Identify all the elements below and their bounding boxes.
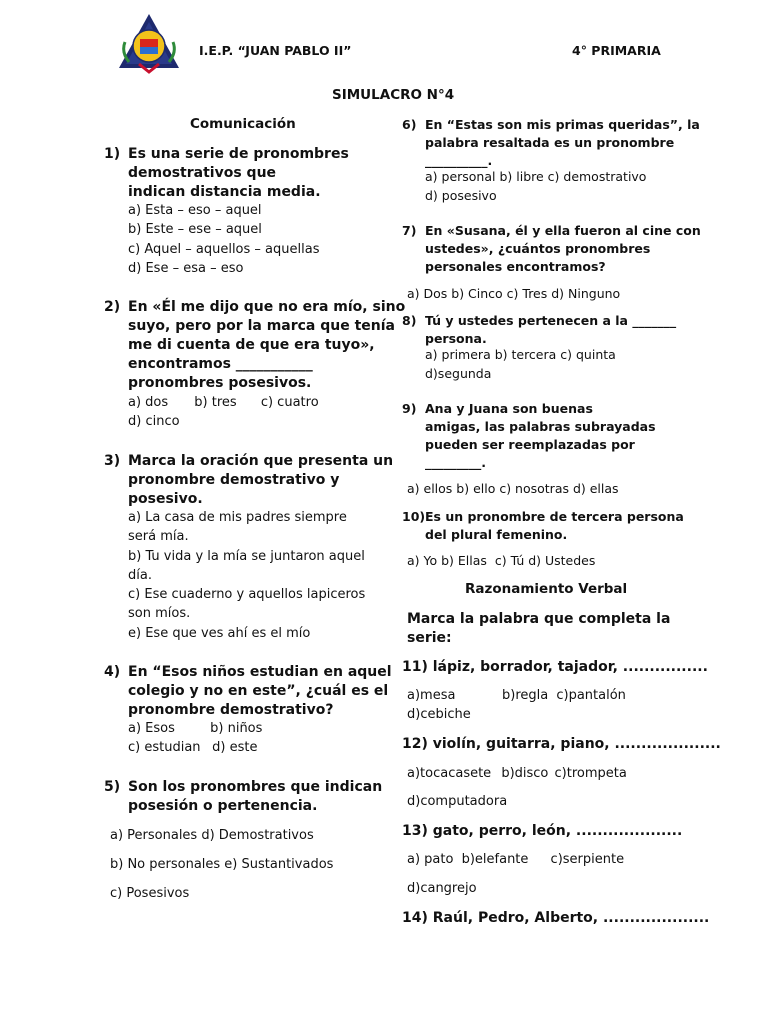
page-title: SIMULACRO N°4 bbox=[332, 87, 455, 103]
question-4-options bbox=[128, 719, 262, 758]
option[interactable]: a)mesa bbox=[407, 688, 456, 703]
question-1-options bbox=[128, 201, 319, 278]
question-8-number: 8) bbox=[402, 313, 417, 328]
option[interactable]: a)tocacasete bbox=[407, 766, 492, 781]
question-3-stem: Marca la oración que presenta un pronombre demostrativo y posesivo. bbox=[128, 453, 394, 507]
question-6-options bbox=[425, 168, 646, 205]
option[interactable]: a) Esta – eso – aquel bbox=[128, 203, 262, 218]
option[interactable]: c) Ese cuaderno y aquellos lapiceros bbox=[128, 587, 366, 603]
question-7-number: 7) bbox=[402, 223, 417, 238]
school-name: I.E.P. “JUAN PABLO II” bbox=[199, 43, 352, 58]
option[interactable]: c)serpiente bbox=[550, 852, 625, 867]
question-13-stem: 13) gato, perro, león, .................... bbox=[402, 823, 683, 839]
option[interactable]: b) Tu vida y la mía se juntaron aquel bbox=[128, 548, 365, 564]
option[interactable]: d) este bbox=[212, 740, 258, 756]
option[interactable]: a) Personales d) Demostrativos bbox=[110, 828, 314, 843]
question-9-stem: Ana y Juana son buenas amigas, las palabras subrayadas pueden ser reemplazadas por _________. bbox=[425, 401, 656, 470]
option[interactable]: c)pantalón bbox=[556, 688, 626, 703]
section-title-comunicacion: Comunicación bbox=[190, 116, 296, 132]
option[interactable]: d)cangrejo bbox=[407, 881, 477, 896]
option[interactable]: a) La casa de mis padres siempre bbox=[128, 510, 347, 525]
option[interactable]: d)computadora bbox=[407, 794, 508, 809]
question-10-stem: Es un pronombre de tercera persona del plural femenino. bbox=[425, 509, 684, 542]
question-5-number: 5) bbox=[104, 779, 121, 795]
question-1-stem: Es una serie de pronombres demostrativos que indican distancia media. bbox=[128, 146, 349, 200]
option[interactable]: b)elefante bbox=[461, 852, 529, 867]
option[interactable]: a) personal b) libre c) demostrativo bbox=[425, 169, 647, 184]
question-3-number: 3) bbox=[104, 453, 121, 469]
option[interactable]: a) Esos bbox=[128, 721, 175, 736]
option[interactable]: d) Ese – esa – eso bbox=[128, 260, 244, 276]
option[interactable]: a) dos bbox=[128, 395, 169, 410]
option[interactable]: c) Aquel – aquellos – aquellas bbox=[128, 241, 320, 257]
question-4-number: 4) bbox=[104, 664, 121, 680]
option[interactable]: a) Dos b) Cinco c) Tres d) Ninguno bbox=[407, 286, 621, 301]
question-6-number: 6) bbox=[402, 117, 417, 132]
question-12-stem: 12) violín, guitarra, piano, .................... bbox=[402, 736, 721, 752]
option[interactable]: b) tres bbox=[194, 395, 237, 410]
option[interactable]: d)segunda bbox=[425, 365, 492, 381]
question-5-stem: Son los pronombres que indican posesión o pertenencia. bbox=[128, 779, 383, 814]
question-2-number: 2) bbox=[104, 299, 121, 315]
question-8-options bbox=[425, 346, 616, 383]
option[interactable]: b) No personales e) Sustantivados bbox=[110, 857, 334, 872]
option[interactable]: b)disco bbox=[501, 766, 549, 781]
question-12-options bbox=[407, 764, 627, 783]
option[interactable]: a) primera b) tercera c) quinta bbox=[425, 347, 616, 362]
question-14-stem: 14) Raúl, Pedro, Alberto, .................... bbox=[402, 910, 710, 926]
option[interactable]: e) Ese que ves ahí es el mío bbox=[128, 625, 311, 641]
question-9-number: 9) bbox=[402, 401, 417, 416]
question-2-options bbox=[128, 393, 368, 432]
option[interactable]: a) Yo b) Ellas c) Tú d) Ustedes bbox=[407, 553, 596, 568]
option[interactable]: b)regla bbox=[502, 688, 549, 703]
option[interactable]: d) cinco bbox=[128, 414, 180, 430]
question-1-number: 1) bbox=[104, 146, 121, 162]
section-title-razonamiento: Razonamiento Verbal bbox=[465, 581, 628, 597]
option[interactable]: a) pato bbox=[407, 852, 454, 867]
question-6-stem: En “Estas son mis primas queridas”, la palabra resaltada es un pronombre __________. bbox=[425, 117, 700, 168]
question-11-options bbox=[407, 686, 626, 724]
question-3-options: a) La casa de mis padres siempre será mía. b) Tu vida y la mía se juntaron aquel día. c) Ese cuaderno y aquellos lapiceros son míos. e) Ese que ves ahí es el mío bbox=[128, 508, 365, 643]
question-2-stem: En «Él me dijo que no era mío, sino suyo, pero por la marca que tenía me di cuenta de que era tuyo», encontramos ___________ pronombres posesivos. bbox=[128, 299, 406, 391]
question-13-options bbox=[407, 850, 624, 869]
option[interactable]: b) Este – ese – aquel bbox=[128, 222, 262, 238]
option[interactable]: b) niños bbox=[210, 721, 263, 736]
question-11-stem: 11) lápiz, borrador, tajador, ................ bbox=[402, 659, 708, 675]
option[interactable]: d)cebiche bbox=[407, 707, 471, 722]
option[interactable]: a) ellos b) ello c) nosotras d) ellas bbox=[407, 481, 619, 496]
option[interactable]: c) cuatro bbox=[260, 395, 319, 410]
option[interactable]: c)trompeta bbox=[554, 766, 627, 781]
question-7-stem: En «Susana, él y ella fueron al cine con ustedes», ¿cuántos pronombres personales encontramos? bbox=[425, 223, 701, 274]
question-10-number: 10) bbox=[402, 509, 426, 524]
option[interactable]: d) posesivo bbox=[425, 187, 497, 203]
school-logo bbox=[117, 12, 181, 74]
grade-label: 4° PRIMARIA bbox=[572, 43, 661, 58]
option[interactable]: c) Posesivos bbox=[110, 886, 190, 901]
option[interactable]: c) estudian bbox=[128, 740, 201, 756]
question-8-stem: Tú y ustedes pertenecen a la _______ persona. bbox=[425, 313, 677, 346]
instruction: Marca la palabra que completa la serie: bbox=[407, 611, 671, 646]
question-4-stem: En “Esos niños estudian en aquel colegio y no en este”, ¿cuál es el pronombre demostrativo? bbox=[128, 664, 392, 718]
